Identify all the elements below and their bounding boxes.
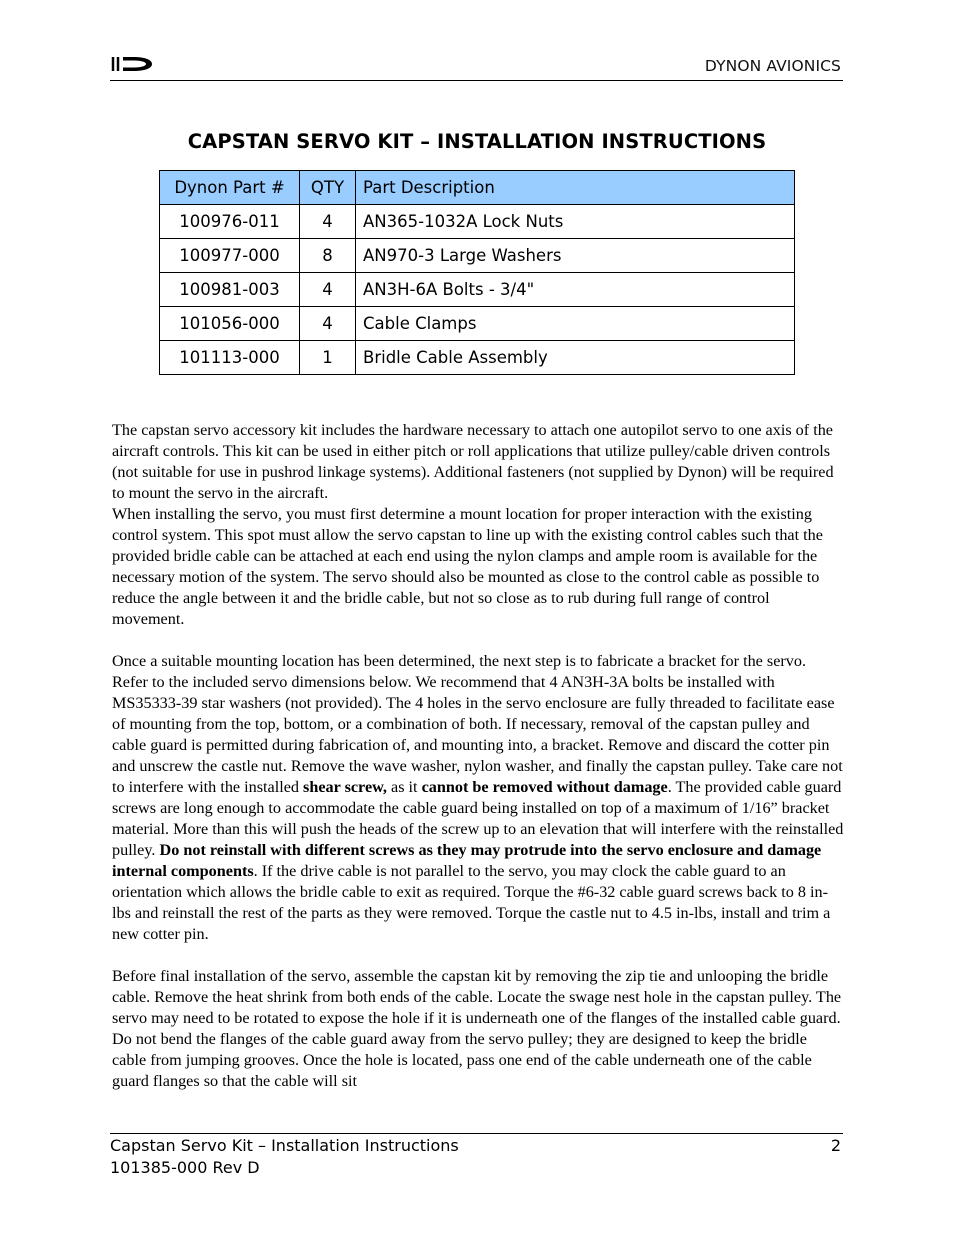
description-cell: AN365-1032A Lock Nuts xyxy=(356,205,795,239)
description-cell: Bridle Cable Assembly xyxy=(356,341,795,375)
page-footer xyxy=(110,1133,843,1179)
table-row xyxy=(160,341,795,375)
body-text xyxy=(112,420,844,1092)
qty-cell: 4 xyxy=(300,273,356,307)
text-run: as it xyxy=(386,778,422,796)
footer-doc-title: Capstan Servo Kit – Installation Instructions xyxy=(110,1136,459,1155)
part-number-cell: 100977-000 xyxy=(160,239,300,273)
qty-cell: 1 xyxy=(300,341,356,375)
paragraph-final-installation: Before final installation of the servo, assemble the capstan kit by removing the zip tie and unlooping the bridle cable. Remove the heat shrink from both ends of the cable. Locate the swage nest hole in the capstan pulley. The servo may need to be rotated to expose the hole if it is underneath one of the flanges of the installed cable guard. Do not bend the flanges of the cable guard away from the servo pulley; they are designed to keep the bridle cable from jumping grooves. Once the hole is located, pass one end of the cable underneath one of the cable guard flanges so that the cable will sit xyxy=(112,967,842,1090)
description-cell: AN3H-6A Bolts - 3/4" xyxy=(356,273,795,307)
paragraph-mount-location: When installing the servo, you must first determine a mount location for proper interaction with the existing control system. This spot must allow the servo capstan to line up with the existing control cables such that the provided bridle cable can be attached at each end using the nylon clamps and ample room is available for the necessary motion of the system. The servo should also be mounted as close to the control cable as possible to reduce the angle between it and the bridle cable, but not so close as to rub during full range of control movement. xyxy=(112,505,823,628)
description-cell: Cable Clamps xyxy=(356,307,795,341)
page-header xyxy=(110,50,843,81)
part-number-cell: 100981-003 xyxy=(160,273,300,307)
bold-shear-screw: shear screw, xyxy=(303,778,387,796)
column-header-part-number: Dynon Part # xyxy=(160,171,300,205)
table-header-row xyxy=(160,171,795,205)
part-number-cell: 100976-011 xyxy=(160,205,300,239)
bold-warning: Do not reinstall with different screws as they may protrude into the servo enclosure and damage internal components xyxy=(112,841,822,880)
table-row xyxy=(160,205,795,239)
description-cell: AN970-3 Large Washers xyxy=(356,239,795,273)
qty-cell: 8 xyxy=(300,239,356,273)
page-number: 2 xyxy=(830,1136,841,1155)
column-header-description: Part Description xyxy=(356,171,795,205)
table-row xyxy=(160,273,795,307)
qty-cell: 4 xyxy=(300,205,356,239)
page-title: CAPSTAN SERVO KIT – INSTALLATION INSTRUCTIONS xyxy=(187,130,767,153)
bold-cannot-remove: cannot be removed without damage xyxy=(421,778,668,796)
footer-doc-number: 101385-000 Rev D xyxy=(110,1158,260,1177)
text-run: . If the drive cable is not parallel to the servo, you may clock the cable guard to an orientation which allows the bridle cable to exit as required. Torque the #6-32 cable guard screws back to 8 in-lbs and reinstall the rest of the parts as they were removed. Torque the castle nut to 4.5 in-lbs, install and trim a new cotter pin. xyxy=(112,862,831,943)
text-run: Once a suitable mounting location has been determined, the next step is to fabricate a bracket for the servo. Refer to the included servo dimensions below. We recommend that 4 AN3H-3A bolts be installed with MS35333-39 star washers (not provided). The 4 holes in the servo enclosure are fully threaded to facilitate ease of mounting from the top, bottom, or a combination of both. If necessary, removal of the capstan pulley and cable guard is permitted during fabrication of, and mounting into, a bracket. Remove and discard the cotter pin and unscrew the castle nut. Remove the wave washer, nylon washer, and finally the capstan pulley. Take care not to interfere with the installed xyxy=(112,652,843,796)
paragraph-kit-overview: The capstan servo accessory kit includes the hardware necessary to attach one autopilot servo to one axis of the aircraft controls. This kit can be used in either pitch or roll applications that utilize pulley/cable driven controls (not suitable for use in pushrod linkage systems). Additional fasteners (not supplied by Dynon) will be required to mount the servo in the aircraft. xyxy=(112,421,834,502)
qty-cell: 4 xyxy=(300,307,356,341)
table-row xyxy=(160,239,795,273)
parts-table xyxy=(159,170,795,375)
paragraph-bracket-fabrication xyxy=(112,651,844,945)
dynon-logo-icon xyxy=(110,56,154,72)
company-name: DYNON AVIONICS xyxy=(704,57,841,75)
table-row xyxy=(160,307,795,341)
text-run: . The provided cable guard screws are long enough to accommodate the cable guard being installed on top of a maximum of 1/16” bracket material. More than this will push the heads of the screw up to an elevation that will interfere with the reinstalled pulley. xyxy=(112,778,844,859)
column-header-qty: QTY xyxy=(300,171,356,205)
part-number-cell: 101113-000 xyxy=(160,341,300,375)
part-number-cell: 101056-000 xyxy=(160,307,300,341)
